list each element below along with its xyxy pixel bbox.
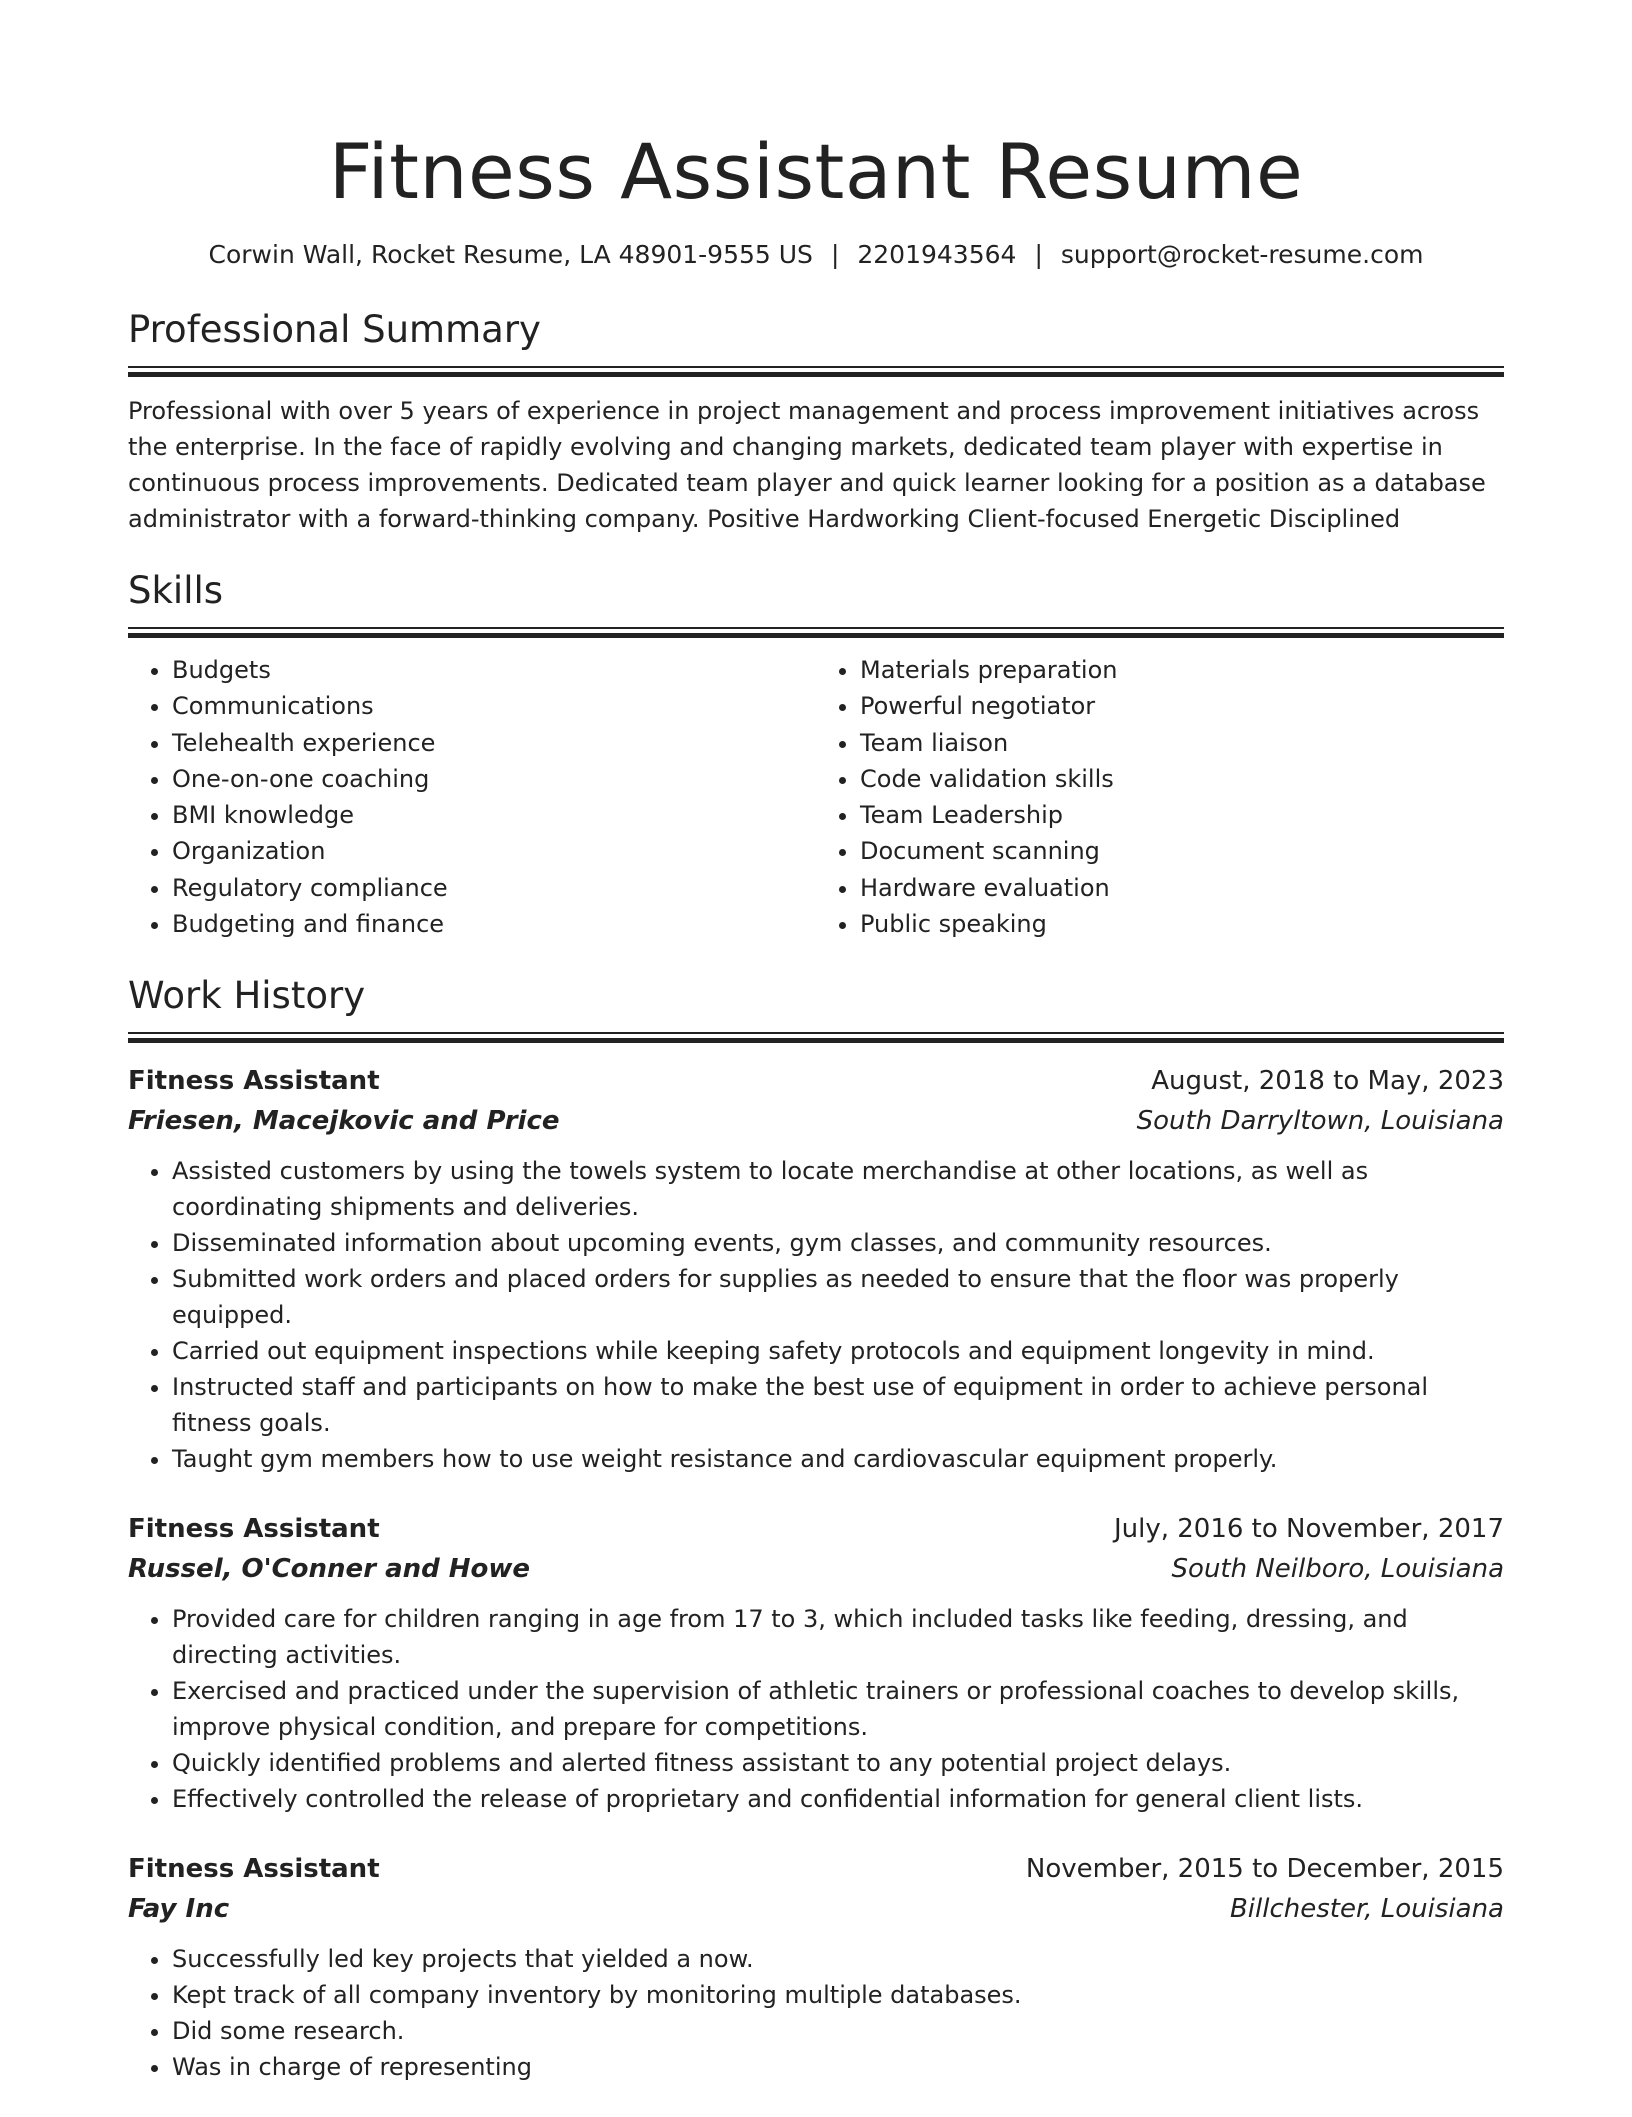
job-location: South Darryltown, Louisiana [1136, 1106, 1504, 1137]
job-duty: • Exercised and practiced under the supervision of athletic trainers or professional coaches to develop skills, improve physical condition, and prepare for competitions. [172, 1673, 1504, 1745]
skill-item: • Public speaking [860, 906, 1504, 942]
job-entry [128, 1509, 1504, 1817]
skill-item: • Regulatory compliance [172, 870, 816, 906]
job-duty: • Effectively controlled the release of proprietary and confidential information for general client lists. [172, 1781, 1504, 1817]
contact-separator: | [830, 240, 840, 269]
job-duties [128, 1153, 1504, 1477]
summary-text: Professional with over 5 years of experience in project management and process improvement initiatives across the enterprise. In the face of rapidly evolving and changing markets, dedicated team player with expertise in continuous process improvements. Dedicated team player and quick learner looking for a position as a database administrator with a forward-thinking company. Positive Hardworking Client-focused Energetic Disciplined [128, 397, 1486, 533]
skill-item: • Team Leadership [860, 797, 1504, 833]
skill-item: • Telehealth experience [172, 725, 816, 761]
job-duties [128, 1601, 1504, 1817]
skill-item: • Team liaison [860, 725, 1504, 761]
job-duties [128, 1941, 1504, 2085]
contact-address: Corwin Wall, Rocket Resume, LA 48901-9555 US [208, 240, 813, 269]
job-duty: • Instructed staff and participants on how to make the best use of equipment in order to achieve personal fitness goals. [172, 1369, 1504, 1441]
resume-page [128, 0, 1504, 2117]
job-header [128, 1849, 1504, 1889]
skill-item: • Communications [172, 688, 816, 724]
job-duty: • Disseminated information about upcoming events, gym classes, and community resources. [172, 1225, 1504, 1261]
summary-section [128, 306, 1504, 537]
job-entry [128, 1061, 1504, 1477]
skill-item: • Code validation skills [860, 761, 1504, 797]
section-divider [128, 366, 1504, 377]
contact-email: support@rocket-resume.com [1060, 240, 1424, 269]
job-dates: November, 2015 to December, 2015 [1025, 1854, 1504, 1885]
job-entry [128, 1849, 1504, 2085]
contact-separator: | [1034, 240, 1043, 269]
job-duty: • Assisted customers by using the towels system to locate merchandise at other locations, as well as coordinating shipments and deliveries. [172, 1153, 1504, 1225]
page-title: Fitness Assistant Resume [328, 127, 1304, 216]
job-subheader [128, 1101, 1504, 1141]
section-divider [128, 1032, 1504, 1043]
job-company: Russel, O'Conner and Howe [128, 1554, 531, 1585]
job-dates: August, 2018 to May, 2023 [1151, 1066, 1504, 1097]
job-title: Fitness Assistant [128, 1854, 380, 1885]
skill-item: • Budgets [172, 652, 816, 688]
skills-heading: Skills [128, 569, 224, 612]
job-header [128, 1061, 1504, 1101]
job-company: Friesen, Macejkovic and Price [128, 1106, 560, 1137]
contact-line [128, 238, 1504, 272]
job-company: Fay Inc [128, 1894, 230, 1925]
job-duty: • Quickly identified problems and alerted fitness assistant to any potential project delays. [172, 1745, 1504, 1781]
skills-section [128, 567, 1504, 942]
section-divider [128, 627, 1504, 638]
job-subheader [128, 1549, 1504, 1589]
contact-phone: 2201943564 [857, 240, 1017, 269]
skill-item: • Powerful negotiator [860, 688, 1504, 724]
work-history-section [128, 972, 1504, 2085]
job-duty: • Kept track of all company inventory by monitoring multiple databases. [172, 1977, 1504, 2013]
job-duty: • Did some research. [172, 2013, 1504, 2049]
skill-item: • BMI knowledge [172, 797, 816, 833]
job-subheader [128, 1889, 1504, 1929]
job-location: South Neilboro, Louisiana [1171, 1554, 1504, 1585]
job-location: Billchester, Louisiana [1229, 1894, 1504, 1925]
skill-item: • Hardware evaluation [860, 870, 1504, 906]
job-dates: July, 2016 to November, 2017 [1113, 1514, 1504, 1545]
job-duty: • Was in charge of representing [172, 2049, 1504, 2085]
skill-item: • One-on-one coaching [172, 761, 816, 797]
job-title: Fitness Assistant [128, 1514, 380, 1545]
job-duty: • Successfully led key projects that yielded a now. [172, 1941, 1504, 1977]
work-history-heading: Work History [128, 974, 366, 1018]
skill-item: • Organization [172, 833, 816, 869]
job-duty: • Carried out equipment inspections while keeping safety protocols and equipment longevity in mind. [172, 1333, 1504, 1369]
job-duty: • Taught gym members how to use weight resistance and cardiovascular equipment properly. [172, 1441, 1504, 1477]
job-header [128, 1509, 1504, 1549]
job-title: Fitness Assistant [128, 1066, 380, 1097]
skill-item: • Budgeting and finance [172, 906, 816, 942]
job-duty: • Submitted work orders and placed orders for supplies as needed to ensure that the floor was properly equipped. [172, 1261, 1504, 1333]
skill-item: • Document scanning [860, 833, 1504, 869]
summary-heading: Professional Summary [128, 308, 541, 351]
skill-item: • Materials preparation [860, 652, 1504, 688]
skills-column-left [128, 652, 816, 942]
skills-column-right [816, 652, 1504, 942]
skills-list [128, 652, 1504, 942]
job-duty: • Provided care for children ranging in age from 17 to 3, which included tasks like feeding, dressing, and directing activities. [172, 1601, 1504, 1673]
